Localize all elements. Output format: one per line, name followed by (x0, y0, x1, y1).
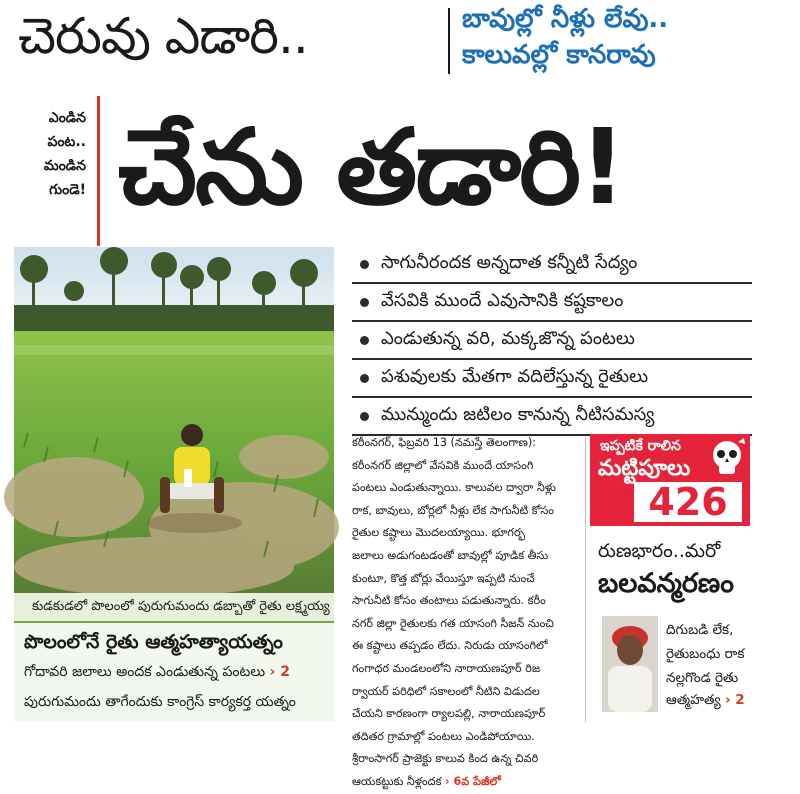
farmer-portrait (602, 616, 658, 712)
side-story-kicker: రుణభారం..మరో (598, 540, 721, 562)
bullet-text: పశువులకు మేతగా వదిలేస్తున్న రైతులు (381, 365, 649, 387)
deck-line-1: బావుల్లో నీళ్లు లేవు.. (462, 4, 669, 34)
bullet-item (352, 284, 752, 322)
sub-story-title: పొలంలోనే రైతు ఆత్మహత్యాయత్నం (24, 631, 283, 653)
side-story-line: రైతుబంధు రాక (666, 646, 745, 662)
bullet-icon (360, 412, 369, 421)
continued-link[interactable]: › 6వ పేజీలో (444, 774, 501, 788)
sub-story-text: గోదావరి జలాలు అందక ఎండుతున్న పంటలు (24, 664, 266, 680)
page-reference[interactable]: › 2 (269, 664, 290, 680)
kicker-divider (97, 96, 100, 246)
article-line: శ్రీరాంసాగర్ ప్రాజెక్టు కాలువ కింద ఉన్న చివరి (352, 752, 539, 766)
lead-photo (14, 247, 334, 593)
article-line: చేయని కారణంగా ర్యాలపల్లి, నారాయణపూర్ (352, 707, 546, 721)
article-body (352, 432, 578, 794)
bullet-item (352, 360, 752, 398)
column-divider (585, 438, 586, 722)
kicker-line: ఎండిన (48, 110, 86, 126)
bullet-item (352, 246, 752, 284)
skull-icon (708, 438, 746, 482)
photo-caption: కుడకుడలో పొలంలో పురుగుమందు డబ్బాతో రైతు లక్ష్మయ్య (14, 593, 334, 623)
article-line: కరీంనగర్, ఫిబ్రవరి 13 (నమస్తే తెలంగాణ): (352, 436, 537, 449)
bullet-icon (360, 260, 369, 269)
bullet-text: వేసవికి ముందే ఎవుసానికి కష్టకాలం (381, 289, 624, 311)
side-story-line: నల్లగొండ రైతు (666, 670, 739, 686)
article-line: రైతుల కష్టాలు మొదలయ్యాయి. భూగర్భ (352, 526, 526, 540)
side-story-text: ఆత్మహత్య (666, 692, 721, 708)
article-line: నగర్ జిల్లా రైతులకు గత యాసంగి సీజన్ నుంచి (352, 616, 554, 630)
article-line: సాగునీటి కోసం తంటాలు పడుతున్నారు. కరీం (352, 594, 546, 608)
article-line: ఈ కష్టాలు తప్పడం లేదు. నిరుడు యాసంగిలో (352, 639, 548, 653)
kicker (28, 106, 86, 202)
article-line: జలాలు అడుగంటడంతో బావుల్లో పూడిక తీసు (352, 548, 549, 562)
stat-label-1: ఇప్పటికే రాలిన (600, 438, 681, 454)
sub-story-line: పురుగుమందు తాగేందుకు కాంగ్రెస్ కార్యకర్త యత్నం (24, 694, 296, 710)
side-story-headline: బలవన్మరణం (598, 568, 734, 599)
stat-box (590, 434, 750, 526)
page-reference[interactable]: › 2 (724, 692, 745, 708)
headline-main: చేను తడారి! (118, 106, 625, 228)
article-line: కుంటూ, కొత్త బోర్లు వేయిస్తూ ఇప్పటి నుంచే (352, 571, 535, 585)
bullet-icon (360, 298, 369, 307)
stat-count: 426 (634, 482, 742, 522)
stat-label-2: మట్టిపూలు (598, 456, 691, 481)
bullet-item (352, 398, 752, 436)
article-line: తదితర గ్రామాల్లో పంటలు ఎండిపోయాయి. (352, 729, 535, 743)
kicker-line: గుండె! (49, 182, 86, 198)
kicker-line: పంట.. (47, 134, 86, 150)
bullet-text: సాగునీరందక అన్నదాత కన్నీటి సేద్యం (381, 251, 638, 273)
article-line: రాక, బావులు, బోర్లలో నీళ్లు లేక సాగునీటి కోసం (352, 503, 554, 517)
article-line: పంటలు ఎండుతున్నాయి. కాలువల ద్వారా నీళ్లు (352, 481, 556, 495)
kicker-line: మండిన (43, 158, 86, 174)
article-line: గంగాధర మండలంలోని నారాయణపూర్ రిజ (352, 661, 541, 675)
bullet-item (352, 322, 752, 360)
article-text: ఆయకట్టుకు నీళ్లందక (352, 774, 442, 788)
bullet-text: ఎండుతున్న వరి, మక్కజొన్న పంటలు (381, 327, 635, 349)
bullet-text: మున్ముందు జటిలం కానున్న నీటిసమస్య (381, 403, 655, 425)
deck-line-2: కాలువల్లో కానరావు (462, 40, 656, 70)
bullet-list (352, 246, 752, 436)
article-line: కరీంనగర్ జిల్లాలో వేసవికి ముందే యాసంగి (352, 458, 534, 472)
article-line: ర్వాయర్ పరిధిలో సకాలంలో నీటిని విడుదల (352, 684, 540, 698)
side-story-line (666, 692, 745, 711)
sub-story-line (24, 664, 330, 683)
headline-top: చెరువు ఎడారి.. (18, 7, 308, 65)
divider-vertical (448, 8, 450, 74)
bullet-icon (360, 336, 369, 345)
article-line-last (352, 771, 578, 794)
bullet-icon (360, 374, 369, 383)
side-story-line: దిగుబడి లేక, (666, 622, 734, 638)
